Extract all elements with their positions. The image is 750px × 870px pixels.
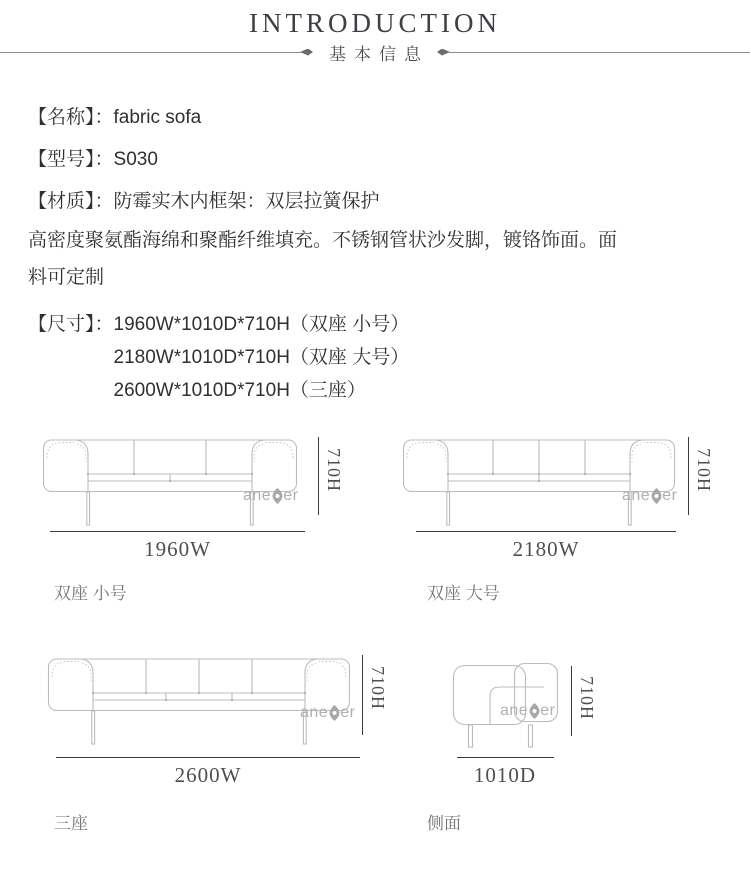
- spec-value: ：防霉实木内框架：双层拉簧保护: [94, 191, 380, 212]
- aneber-logo-icon: [272, 488, 283, 504]
- spec-row-model: [28, 147, 632, 173]
- aneber-logo-icon: [329, 705, 340, 721]
- brand-watermark: [243, 488, 298, 504]
- dimensions-block: [28, 308, 632, 407]
- width-dimension-label: 1010D: [473, 763, 537, 787]
- height-dimension-line: [318, 437, 319, 515]
- aneber-logo-icon: [529, 703, 540, 719]
- spec-value: ：S030: [94, 149, 158, 170]
- section-subtitle: 基本信息: [329, 44, 429, 64]
- arrow-left-icon: [437, 49, 450, 56]
- width-dimension-line: [50, 531, 305, 532]
- brand-watermark: [300, 705, 355, 721]
- divider-line-left: [0, 52, 301, 53]
- watermark-text: er: [340, 704, 356, 721]
- dimension-line-item: 1960W*1010D*710H（双座 小号）: [113, 314, 410, 335]
- dimensions-lines: [114, 308, 410, 407]
- diagram-two-seat-small: [40, 432, 370, 607]
- height-dimension-label: 710H: [324, 448, 344, 492]
- page-title: INTRODUCTION: [249, 8, 501, 38]
- brand-watermark: [500, 703, 555, 719]
- watermark-text: er: [540, 702, 556, 719]
- aneber-logo-icon: [651, 488, 662, 504]
- watermark-text: ane: [300, 704, 329, 721]
- watermark-text: er: [662, 487, 678, 504]
- spec-label: 【材质】: [28, 191, 95, 212]
- watermark-text: ane: [622, 487, 651, 504]
- sofa-front-drawing: [42, 438, 298, 530]
- width-dimension-line: [56, 757, 360, 758]
- spec-label: 【型号】: [28, 149, 95, 170]
- diagram-two-seat-large: [400, 432, 730, 607]
- height-dimension-label: 710H: [694, 448, 714, 492]
- width-dimension-label: 1960W: [144, 537, 211, 561]
- brand-watermark: [622, 488, 677, 504]
- spec-row-material: [28, 189, 632, 215]
- height-dimension-line: [362, 655, 363, 735]
- sofa-front-drawing: [402, 438, 676, 530]
- height-dimension-label: 710H: [577, 676, 597, 720]
- watermark-text: ane: [243, 487, 272, 504]
- width-dimension-line: [416, 531, 676, 532]
- subtitle-divider: [0, 42, 750, 62]
- diagram-side-view: [420, 650, 750, 833]
- dimension-line-item: 2180W*1010D*710H（双座 大号）: [113, 347, 410, 368]
- sofa-front-drawing: [47, 657, 351, 749]
- spec-value: ：fabric sofa: [94, 107, 202, 128]
- dimensions-label: 【尺寸】：: [28, 314, 114, 335]
- spec-label: 【名称】: [28, 107, 95, 128]
- divider-line-right: [449, 52, 750, 53]
- width-dimension-label: 2180W: [512, 537, 580, 561]
- watermark-text: er: [283, 487, 299, 504]
- diagram-caption: 双座 小号: [54, 584, 127, 603]
- height-dimension-line: [571, 666, 572, 736]
- spec-row-name: [28, 105, 632, 131]
- diagram-caption: 双座 大号: [427, 584, 500, 603]
- dimension-line-item: 2600W*1010D*710H（三座）: [113, 380, 366, 401]
- arrow-right-icon: [300, 49, 313, 56]
- watermark-text: ane: [500, 702, 529, 719]
- width-dimension-line: [457, 757, 554, 758]
- diagram-caption: 侧面: [427, 814, 461, 833]
- height-dimension-label: 710H: [368, 666, 388, 710]
- diagram-three-seat: [40, 650, 440, 833]
- height-dimension-line: [688, 437, 689, 515]
- material-detail-text: 高密度聚氨酯海绵和聚酯纤维填充。不锈钢管状沙发脚，镀铬饰面。面料可定制: [28, 230, 618, 288]
- spec-text-block: [28, 105, 632, 407]
- diagram-caption: 三座: [54, 814, 88, 833]
- width-dimension-label: 2600W: [174, 763, 242, 787]
